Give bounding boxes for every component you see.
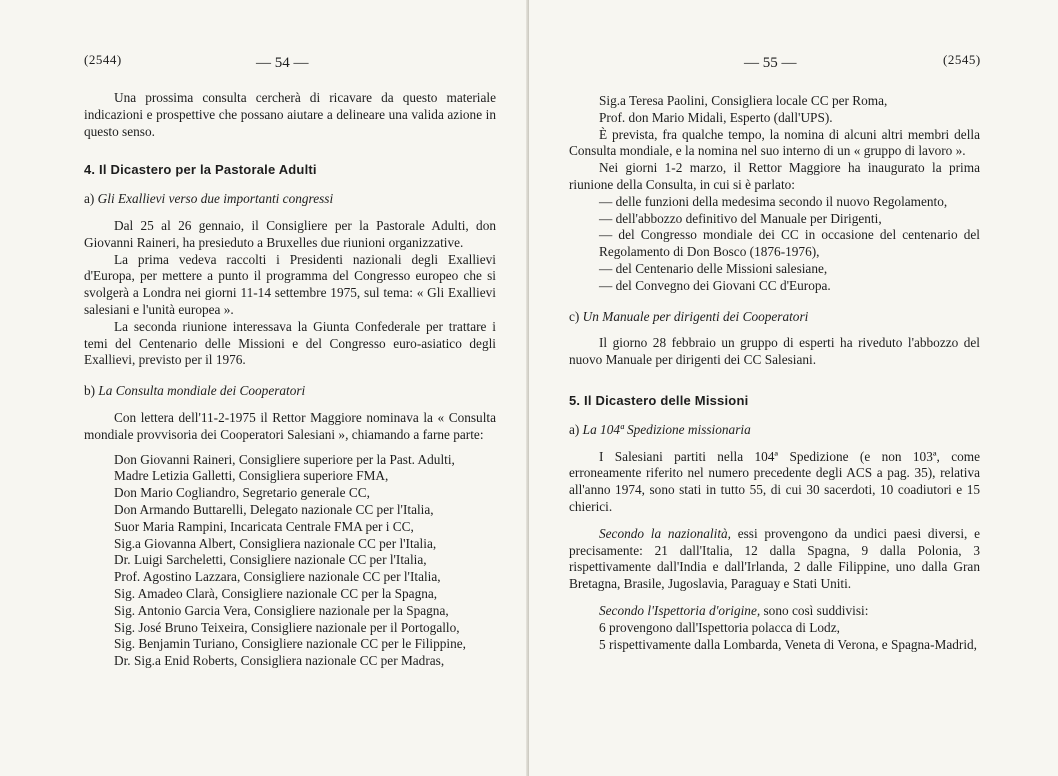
subsection-c-heading <box>569 309 980 326</box>
list-item: Dr. Luigi Sarcheletti, Consigliere nazionale CC per l'Italia, <box>114 552 427 568</box>
paragraph-b1: Con lettera dell'11-2-1975 il Rettor Maggiore nominava la « Consulta mondiale provvisoria dei Cooperatori Salesiani », chiamando a farne parte: <box>84 409 496 442</box>
list-item: Sig. José Bruno Teixeira, Consigliere nazionale per il Portogallo, <box>114 619 460 635</box>
list-item: Madre Letizia Galletti, Consigliera superiore FMA, <box>114 468 389 484</box>
members-list <box>84 452 496 670</box>
subsection-a-title: Gli Exallievi verso due importanti congressi <box>97 191 334 207</box>
topics-list <box>569 194 980 295</box>
list-item: Sig. Benjamin Turiano, Consigliere nazionale CC per le Filippine, <box>114 636 466 652</box>
section-4-heading: 4. Il Dicastero per la Pastorale Adulti <box>84 162 317 178</box>
list-item: Suor Maria Rampini, Incaricata Centrale FMA per i CC, <box>114 518 414 534</box>
right-text-column <box>569 93 980 653</box>
paragraph-5a1: I Salesiani partiti nella 104ª Spedizione (e non 103ª, come erroneamente riferito nel numero precedente degli ACS a pag. 35), relativa all'anno 1974, sono stati in tutto 55, di cui 30 sacerdoti, 10 coadiutori e 15 chierici. <box>569 448 980 514</box>
list-item: — delle funzioni della medesima secondo il nuovo Regolamento, <box>599 193 948 209</box>
paragraph-c1: Il giorno 28 febbraio un gruppo di esperti ha riveduto l'abbozzo del nuovo Manuale per dirigenti dei CC Salesiani. <box>569 335 980 368</box>
paragraph-5a2-lead: Secondo la nazionalità, <box>599 525 731 541</box>
list-item: — dell'abbozzo definitivo del Manuale per Dirigenti, <box>599 210 882 226</box>
members-list-continued <box>569 93 980 127</box>
paragraph-5a3-lead: Secondo l'Ispettoria d'origine, <box>599 602 761 618</box>
subsection-5a-title: La 104ª Spedizione missionaria <box>582 421 751 437</box>
list-item: Sig. Amadeo Clarà, Consigliere nazionale CC per la Spagna, <box>114 585 438 601</box>
paragraph-5a3 <box>569 603 980 620</box>
subsection-5a-heading <box>569 422 980 439</box>
intro-paragraph: Una prossima consulta cercherà di ricavare da questo materiale indicazioni e prospettive che possano aiutare a delineare una valida azione in questo senso. <box>84 90 496 139</box>
paragraph-5a5: 5 rispettivamente dalla Lombarda, Veneta di Verona, e Spagna-Madrid, <box>599 636 977 652</box>
paragraph-a2: La prima vedeva raccolti i Presidenti nazionali degli Exallievi d'Europa, per mettere a punto il programma del Congresso europeo che si svolgerà a Londra nei giorni 11-14 settembre 1975, sul tema: « Gli Exallievi salesiani e l'unità europea ». <box>84 251 496 317</box>
subsection-c-label: c) <box>569 308 580 324</box>
subsection-b-label: b) <box>84 383 96 399</box>
subsection-c-title: Un Manuale per dirigenti dei Cooperatori <box>582 308 809 324</box>
subsection-b-heading <box>84 383 496 400</box>
list-item: Sig. Antonio Garcia Vera, Consigliere nazionale per la Spagna, <box>114 602 449 618</box>
list-item: — del Centenario delle Missioni salesiane, <box>599 260 828 276</box>
list-item: Don Armando Buttarelli, Delegato nazionale CC per l'Italia, <box>114 501 434 517</box>
list-item: Don Mario Cogliandro, Segretario generale CC, <box>114 485 370 501</box>
left-text-column <box>84 90 496 670</box>
list-item: Don Giovanni Raineri, Consigliere superiore per la Past. Adulti, <box>114 451 455 467</box>
paragraph-a1: Dal 25 al 26 gennaio, il Consigliere per la Pastorale Adulti, don Giovanni Raineri, ha presieduto a Bruxelles due riunioni organizzative. <box>84 217 496 250</box>
list-item: Dr. Sig.a Enid Roberts, Consigliera nazionale CC per Madras, <box>114 653 445 669</box>
section-5-heading: 5. Il Dicastero delle Missioni <box>569 392 749 408</box>
list-item: — del Convegno dei Giovani CC d'Europa. <box>599 277 831 293</box>
list-item: Sig.a Teresa Paolini, Consigliera locale CC per Roma, <box>599 93 888 108</box>
subsection-b-title: La Consulta mondiale dei Cooperatori <box>98 383 306 399</box>
paragraph-a3: La seconda riunione interessava la Giunta Confederale per trattare i temi del Centenario delle Missioni e del Congresso euro-asiatico degli Exallievi, previsto per il 1976. <box>84 318 496 368</box>
left-running-number: (2544) <box>84 52 122 67</box>
list-item: Prof. don Mario Midali, Esperto (dall'UPS). <box>599 109 833 125</box>
subsection-5a-label: a) <box>569 421 580 437</box>
paragraph-5a2-rest: essi provengono da undici paesi diversi, e precisamente: 21 dall'Italia, 12 dalla Spagna, 9 dalla Polonia, 3 rispettivamente dall'India e dall'Irlanda, 2 dalle Filippine, uno dalla Gran Bretagna, Brasile, Jugoslavia, Paraguay e Stati Uniti. <box>569 525 980 592</box>
left-page-number: — 54 — <box>256 55 309 71</box>
list-item: Prof. Agostino Lazzara, Consigliere nazionale CC per l'Italia, <box>114 569 441 585</box>
paragraph-r1: È prevista, fra qualche tempo, la nomina di alcuni altri membri della Consulta mondiale, e la nomina nel suo interno di un « gruppo di lavoro ». <box>569 126 980 159</box>
paragraph-5a3-rest: sono così suddivisi: <box>760 602 869 618</box>
right-page-number: — 55 — <box>744 55 797 71</box>
subsection-a-label: a) <box>84 191 95 207</box>
paragraph-r2: Nei giorni 1-2 marzo, il Rettor Maggiore ha inaugurato la prima riunione della Consulta, in cui si è parlato: <box>569 160 980 192</box>
list-item: Sig.a Giovanna Albert, Consigliera nazionale CC per l'Italia, <box>114 535 437 551</box>
subsection-a-heading <box>84 191 496 208</box>
list-item: — del Congresso mondiale dei CC in occasione del centenario del Regolamento di Don Bosco (1876-1976), <box>599 227 980 260</box>
right-running-number: (2545) <box>943 52 981 67</box>
paragraph-5a4: 6 provengono dall'Ispettoria polacca di Lodz, <box>599 619 840 635</box>
paragraph-5a2 <box>569 526 980 593</box>
right-page <box>529 0 1058 776</box>
